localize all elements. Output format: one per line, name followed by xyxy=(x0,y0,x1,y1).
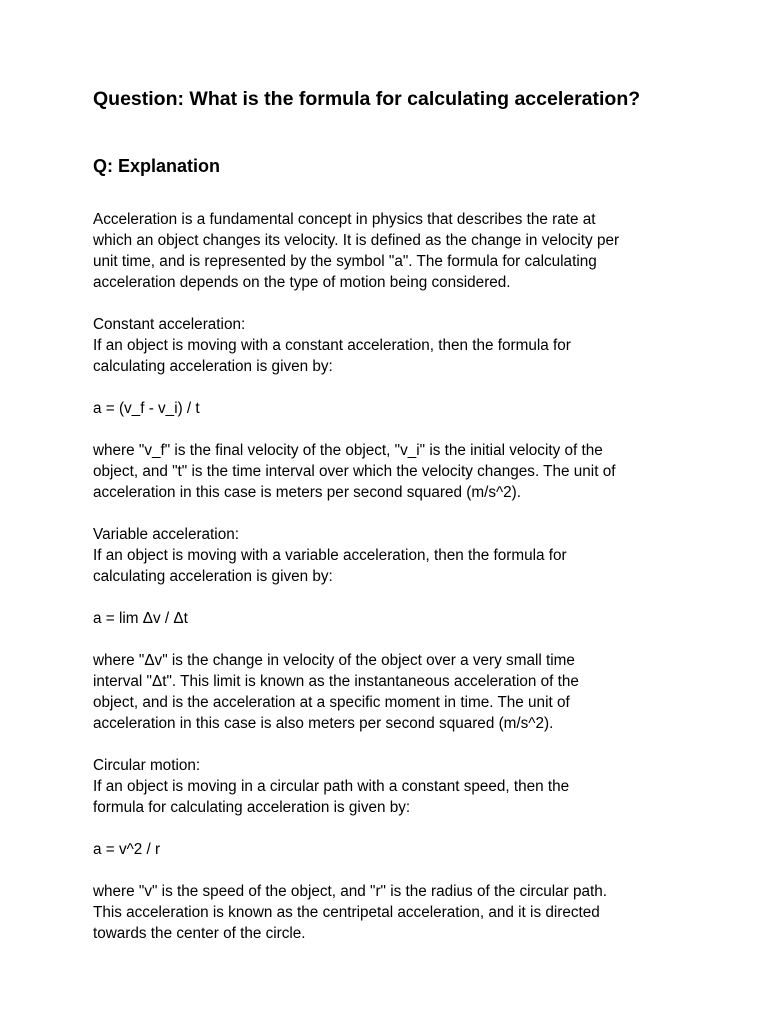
circular-lead-line: formula for calculating acceleration is given by: xyxy=(93,799,411,816)
variable-explanation-line: acceleration in this case is also meters per second squared (m/s^2). xyxy=(93,715,554,732)
constant-explanation-line: where "v_f" is the final velocity of the object, "v_i" is the initial velocity of the xyxy=(93,442,603,459)
intro-line: Acceleration is a fundamental concept in physics that describes the rate at xyxy=(93,211,596,228)
variable-lead-line: calculating acceleration is given by: xyxy=(93,568,333,585)
circular-explanation-line: towards the center of the circle. xyxy=(93,925,306,942)
constant-explanation-line: acceleration in this case is meters per second squared (m/s^2). xyxy=(93,484,522,501)
circular-explanation-line: This acceleration is known as the centripetal acceleration, and it is directed xyxy=(93,904,600,921)
question-title: Question: What is the formula for calculating acceleration? xyxy=(93,88,641,110)
constant-explanation xyxy=(93,440,693,503)
variable-lead-line: If an object is moving with a variable acceleration, then the formula for xyxy=(93,547,567,564)
variable-section xyxy=(93,524,693,587)
constant-lead-line: If an object is moving with a constant acceleration, then the formula for xyxy=(93,337,571,354)
circular-heading: Circular motion: xyxy=(93,757,201,774)
circular-formula: a = v^2 / r xyxy=(93,841,161,858)
intro-line: acceleration depends on the type of motion being considered. xyxy=(93,274,511,291)
intro-paragraph xyxy=(93,209,693,293)
document-page xyxy=(93,84,693,944)
variable-explanation-line: interval "Δt". This limit is known as the instantaneous acceleration of the xyxy=(93,673,579,690)
circular-lead-line: If an object is moving in a circular path with a constant speed, then the xyxy=(93,778,570,795)
constant-heading: Constant acceleration: xyxy=(93,316,246,333)
constant-formula: a = (v_f - v_i) / t xyxy=(93,400,200,417)
variable-explanation xyxy=(93,650,693,734)
intro-line: which an object changes its velocity. It is defined as the change in velocity per xyxy=(93,232,620,249)
circular-explanation xyxy=(93,881,693,944)
variable-formula: a = lim Δv / Δt xyxy=(93,610,188,627)
variable-heading: Variable acceleration: xyxy=(93,526,239,543)
constant-lead-line: calculating acceleration is given by: xyxy=(93,358,333,375)
constant-section xyxy=(93,314,693,377)
explanation-heading: Q: Explanation xyxy=(93,156,221,176)
constant-explanation-line: object, and "t" is the time interval over which the velocity changes. The unit of xyxy=(93,463,616,480)
circular-explanation-line: where "v" is the speed of the object, and "r" is the radius of the circular path. xyxy=(93,883,608,900)
variable-explanation-line: where "Δv" is the change in velocity of the object over a very small time xyxy=(93,652,575,669)
circular-section xyxy=(93,755,693,818)
intro-line: unit time, and is represented by the symbol "a". The formula for calculating xyxy=(93,253,597,270)
variable-explanation-line: object, and is the acceleration at a specific moment in time. The unit of xyxy=(93,694,570,711)
